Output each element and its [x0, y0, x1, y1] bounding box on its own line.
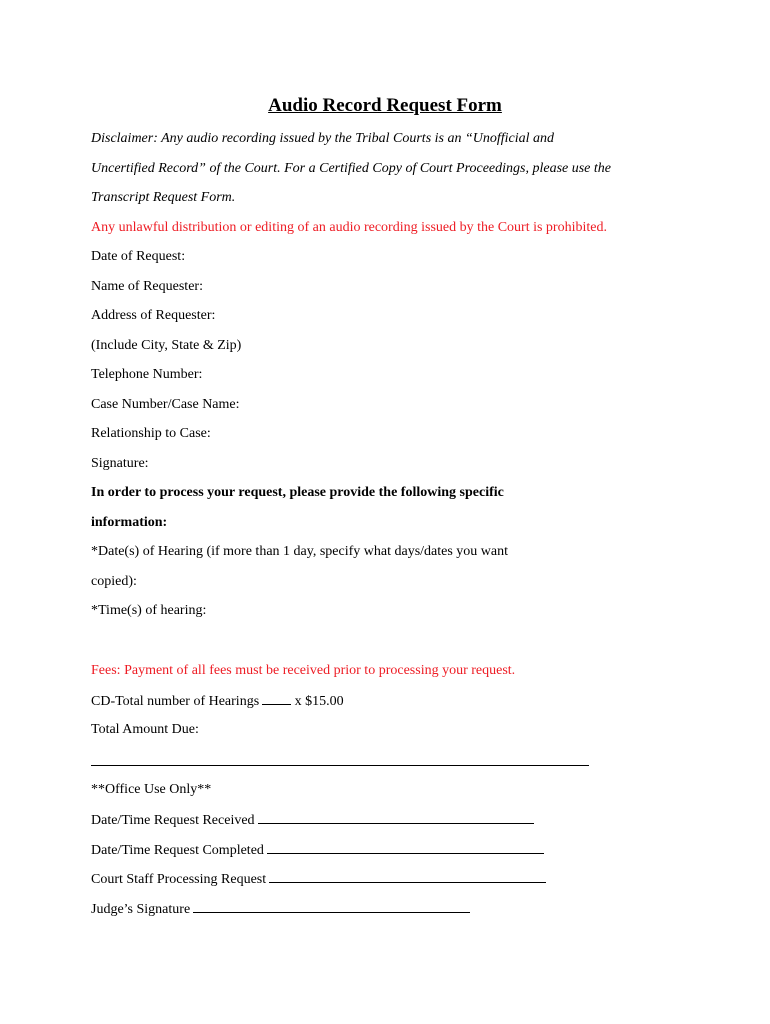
date-of-request-label: Date of Request: [91, 249, 186, 264]
disclaimer-line-3: Transcript Request Form. [91, 190, 236, 205]
court-staff-label: Court Staff Processing Request [91, 872, 267, 887]
form-title: Audio Record Request Form [268, 95, 502, 116]
court-staff-line [91, 869, 546, 889]
request-received-label: Date/Time Request Received [91, 813, 255, 828]
cd-hearings-blank[interactable] [262, 691, 291, 705]
case-number-label: Case Number/Case Name: [91, 397, 240, 412]
cd-hearings-line [91, 691, 344, 711]
fees-line [91, 662, 515, 680]
request-completed-label: Date/Time Request Completed [91, 843, 264, 858]
total-amount-due-line[interactable] [91, 765, 589, 766]
request-received-line [91, 810, 534, 830]
hearing-dates-line-2: copied): [91, 574, 137, 589]
request-received-blank[interactable] [258, 810, 534, 824]
request-completed-line [91, 840, 544, 860]
address-hint: (Include City, State & Zip) [91, 338, 242, 353]
disclaimer-line-2: Uncertified Record” of the Court. For a Certified Copy of Court Proceedings, please use the [91, 161, 612, 176]
address-of-requester-label: Address of Requester: [91, 308, 216, 323]
total-amount-due-label: Total Amount Due: [91, 722, 199, 737]
instructions-line-1: In order to process your request, please provide the following specific [91, 485, 504, 500]
fees-label: Fees: [91, 663, 121, 678]
distribution-warning: Any unlawful distribution or editing of an audio recording issued by the Court is prohibited. [91, 220, 607, 235]
court-staff-blank[interactable] [269, 869, 546, 883]
judge-signature-label: Judge’s Signature [91, 902, 191, 917]
telephone-label: Telephone Number: [91, 367, 203, 382]
judge-signature-blank[interactable] [193, 899, 470, 913]
office-use-header: **Office Use Only** [91, 782, 212, 797]
hearing-times-label: *Time(s) of hearing: [91, 603, 207, 618]
instructions-line-2: information: [91, 515, 168, 530]
fees-note: Payment of all fees must be received prior to processing your request. [124, 663, 516, 678]
cd-price: x $15.00 [294, 694, 344, 709]
signature-label: Signature: [91, 456, 149, 471]
judge-signature-line [91, 899, 470, 919]
name-of-requester-label: Name of Requester: [91, 279, 203, 294]
relationship-label: Relationship to Case: [91, 426, 211, 441]
request-completed-blank[interactable] [267, 840, 544, 854]
hearing-dates-line-1: *Date(s) of Hearing (if more than 1 day, specify what days/dates you want [91, 544, 509, 559]
disclaimer-line-1: Disclaimer: Any audio recording issued by the Tribal Courts is an “Unofficial and [91, 131, 555, 146]
cd-hearings-label: CD-Total number of Hearings [91, 694, 260, 709]
